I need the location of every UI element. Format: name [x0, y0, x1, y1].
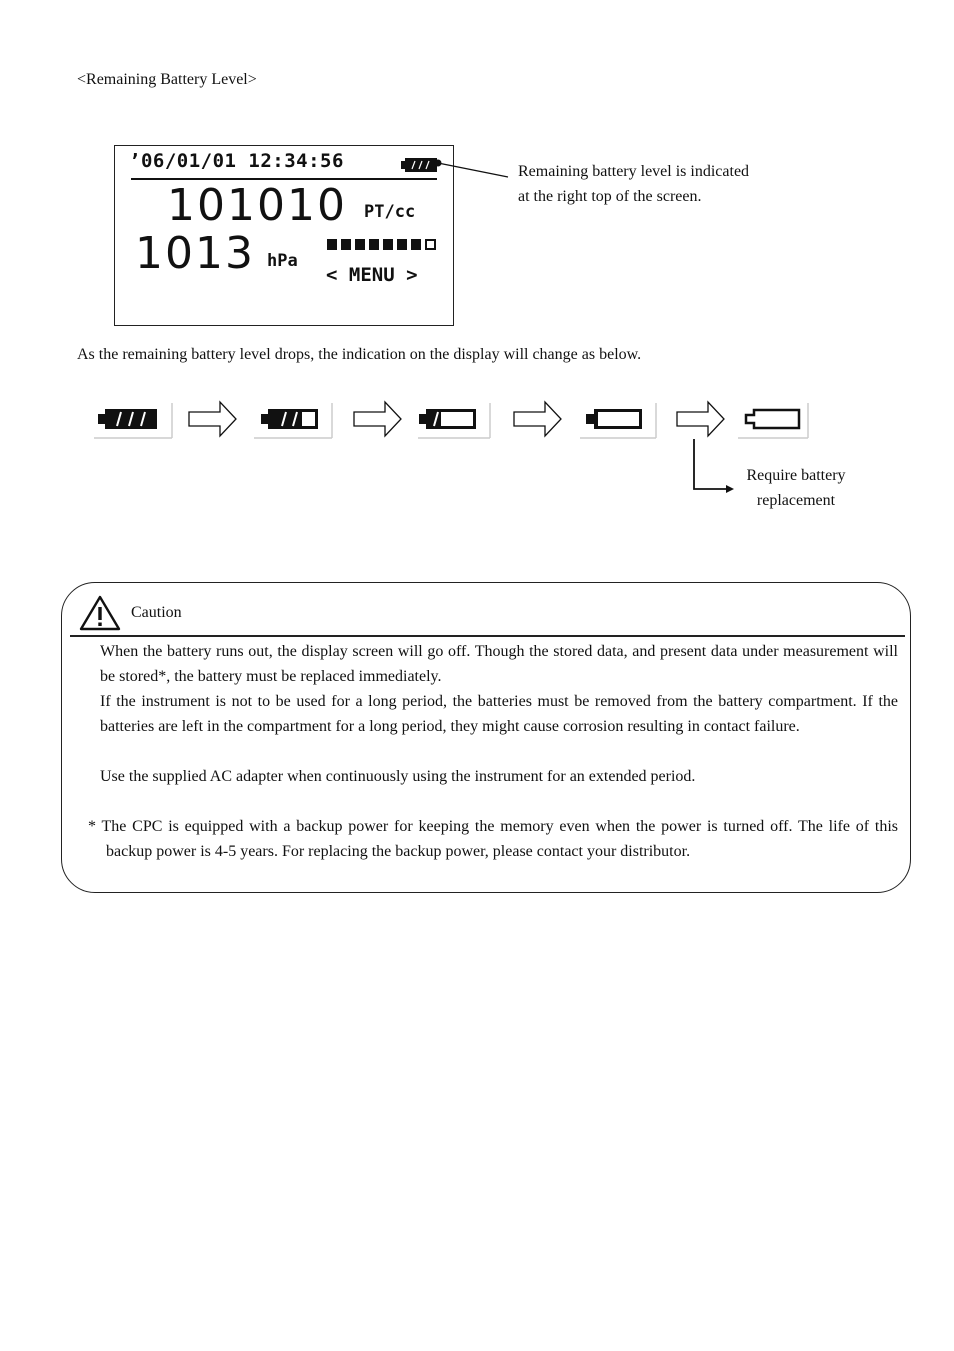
arrow-right-icon [677, 402, 724, 436]
section-heading: <Remaining Battery Level> [77, 71, 257, 88]
lcd-menu: < MENU > [326, 264, 418, 286]
callout-line-1: Remaining battery level is indicated [518, 163, 750, 180]
battery-full-icon [94, 403, 172, 438]
battery-empty-icon [580, 403, 656, 438]
require-replacement-line-1: Require battery [746, 467, 846, 484]
callout-leader-line [430, 155, 520, 185]
lcd-segment-bar [327, 238, 445, 252]
callout-text [518, 159, 749, 209]
warning-triangle-icon [78, 594, 122, 632]
caution-title: Caution [131, 604, 182, 621]
lcd-display [114, 145, 454, 326]
caution-footnote: * The CPC is equipped with a backup power for keeping the memory even when the power is turned off. The life of this backup power is 4-5 years. For replacing the backup power, please contact your distributor. [88, 818, 898, 860]
require-replacement-label [720, 463, 872, 513]
caution-paragraph-2: If the instrument is not to be used for a long period, the batteries must be removed from the battery compartment. If the batteries are left in the compartment for a long period, they might cause corrosion resulting in contact failure. [100, 693, 898, 735]
lcd-particle-count: 101010 [167, 180, 347, 231]
require-replacement-line-2: replacement [756, 492, 836, 509]
lcd-pressure-unit: hPa [267, 251, 298, 271]
caution-paragraph-1: When the battery runs out, the display screen will go off. Though the stored data, and present data under measurement will be stored*, the battery must be replaced immediately. [100, 643, 898, 685]
caution-divider [70, 635, 905, 637]
caution-paragraph-3: Use the supplied AC adapter when continuously using the instrument for an extended period. [100, 768, 696, 785]
sequence-description: As the remaining battery level drops, the indication on the display will change as below. [77, 346, 642, 363]
arrow-right-icon [354, 402, 401, 436]
callout-line-2: at the right top of the screen. [518, 188, 702, 205]
battery-depleted-icon [738, 403, 808, 438]
arrow-right-icon [189, 402, 236, 436]
lcd-pressure: 1013 [135, 228, 255, 279]
arrow-right-icon [514, 402, 561, 436]
battery-two-thirds-icon [254, 403, 332, 438]
lcd-datetime: ’06/01/01 12:34:56 [129, 150, 344, 172]
battery-one-third-icon [418, 403, 490, 438]
lcd-count-unit: PT/cc [364, 202, 416, 222]
